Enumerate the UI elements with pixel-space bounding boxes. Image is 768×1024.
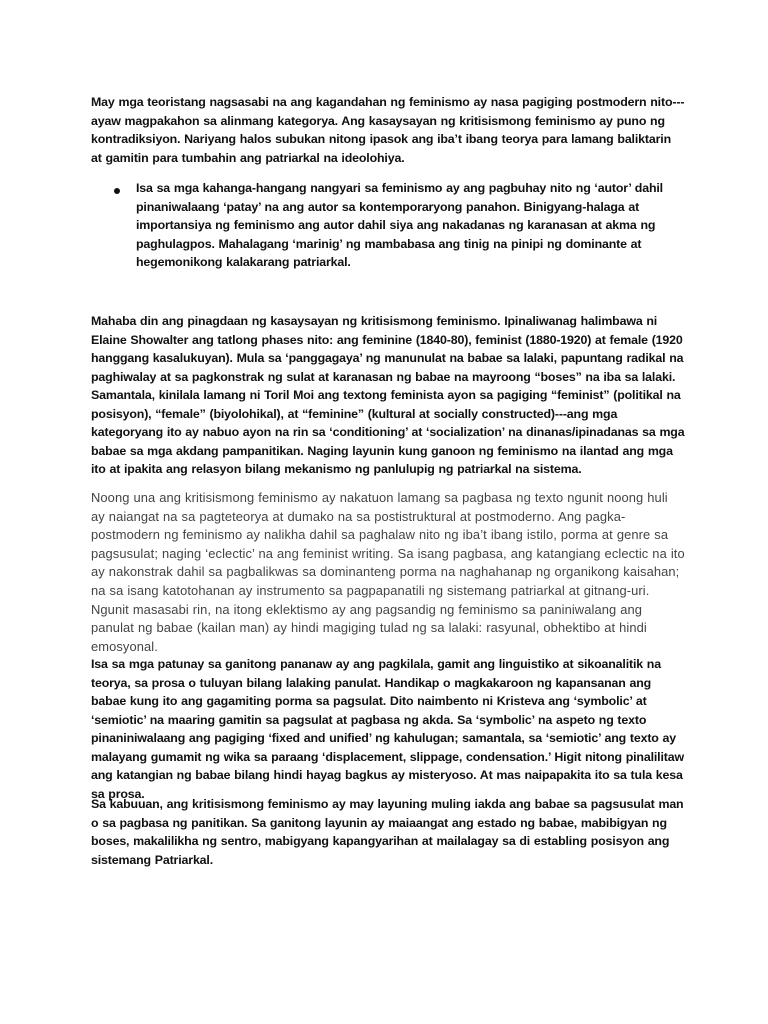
- paragraph-conclusion: Sa kabuuan, ang kritisismong feminismo ay may layuning muling iakda ang babae sa pagsusulat man o sa pagbasa ng panitikan. Sa ganitong layunin ay maiaangat ang estado ng babae, mabibigyan ng boses, makalilikha ng sentro, mabigyang kapangyarihan at mailalagay sa di establing posisyon ang sistemang Patriarkal.: [91, 797, 684, 867]
- paragraph-postmodern: Noong una ang kritisismong feminismo ay nakatuon lamang sa pagbasa ng texto ngunit noong huli ay naiangat na sa pagteteorya at dumako na sa postistruktural at postmoderno. Ang pagka-postmodern ng feminismo ay nalikha dahil sa paghalaw nito ng iba’t ibang istilo, porma at genre sa pagsusulat; naging ‘eclectic’ na ang feminist writing. Sa isang pagbasa, ang katangiang eclectic na ito ay nakonstrak dahil sa pagbalikwas sa dominanteng porma na naghahanap ng organikong kaisahan; na sa isang katotohanan ay instrumento sa pagpapanatili ng sistemang patriarkal at gitnang-uri. Ngunit masasabi rin, na itong eklektismo ay ang pagsandig ng feminismo sa paniniwalang ang panulat ng babae (kailan man) ay hindi magiging tulad ng sa lalaki: rasyunal, obhektibo at hindi emosyonal.: [91, 490, 685, 654]
- paragraph-history: Mahaba din ang pinagdaan ng kasaysayan ng kritisismong feminismo. Ipinaliwanag halimbawa ni Elaine Showalter ang tatlong phases nito: ang feminine (1840-80), feminist (1880-1920) at female (1920 hanggang kasalukuyan). Mula sa ‘panggagaya’ ng manunulat na babae sa lalaki, papuntang radikal na paghiwalay at sa pagkonstrak ng sulat at karanasan ng babae na mayroong “boses” na iba sa lalaki. Samantala, kinilala lamang ni Toril Moi ang textong feminista ayon sa pagiging “feminist” (politikal na posisyon), “female” (biyolohikal), at “feminine” (kultural at socially constructed)---ang mga kategoryang ito ay nabuo ayon na rin sa ‘conditioning’ at ‘socialization’ na dinanas/ipinadanas sa mga babae sa mga akdang pampanitikan. Naging layunin kung ganoon ng feminismo na ilantad ang mga ito at ipakita ang relasyon bilang mekanismo ng panlulupig ng patriarkal na sistema.: [91, 314, 685, 476]
- paragraph-intro: May mga teoristang nagsasabi na ang kagandahan ng feminismo ay nasa pagiging postmodern nito---ayaw magpakahon sa alinmang kategorya. Ang kasaysayan ng kritisismong feminismo ay puno ng kontradiksiyon. Nariyang halos subukan nitong ipasok ang iba’t ibang teorya para lamang baliktarin at gamitin para tumbahin ang patriarkal na ideolohiya.: [91, 95, 685, 165]
- bullet-item-autor: Isa sa mga kahanga-hangang nangyari sa feminismo ay ang pagbuhay nito ng ‘autor’ dahil pinaniwalaang ‘patay’ na ang autor sa kontemporaryong panahon. Binigyang-halaga at importansiya ng feminismo ang autor dahil siya ang nakadanas ng karanasan at akma ng paghulagpos. Mahalagang ‘marinig’ ng mambabasa ang tinig na pinipi ng dominante at hegemonikong kalakarang patriarkal.: [136, 181, 663, 269]
- paragraph-kristeva: Isa sa mga patunay sa ganitong pananaw ay ang pagkilala, gamit ang linguistiko at sikoanalitik na teorya, sa prosa o tuluyan bilang lalaking panulat. Handikap o magkakaroon ng kapansanan ang babae kung ito ang gagamiting porma sa pagsulat. Dito naimbento ni Kristeva ang ‘symbolic’ at ‘semiotic’ na maaring gamitin sa pagsulat at pagbasa ng akda. Sa ‘symbolic’ na aspeto ng texto pinaniniwalaang ang pagiging ‘fixed and unified’ ng kahulugan; samantala, sa ‘semiotic’ ang texto ay malayang gumamit ng wika sa paraang ‘displacement, slippage, condensation.’ Higit nitong pinalilitaw ang katangian ng babae bilang hindi hayag bagkus ay misteryoso. At mas naipapakita ito sa tula kesa sa prosa.: [91, 657, 684, 801]
- bullet-icon: [114, 188, 120, 194]
